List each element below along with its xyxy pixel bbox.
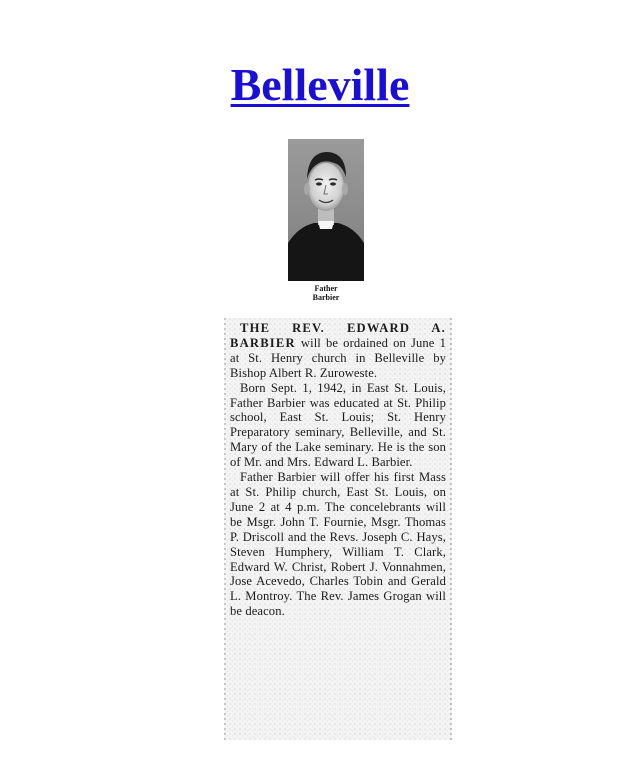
page-title xyxy=(0,58,640,111)
caption-line-2: Barbier xyxy=(312,293,340,302)
article-paragraph-1 xyxy=(230,321,446,381)
photo-caption xyxy=(288,284,364,302)
article-paragraph-1-text: will be ordained on June 1 at St. Henry church in Belleville by Bishop Albert R. Zuroweste. xyxy=(230,335,446,380)
newspaper-clipping xyxy=(224,318,452,740)
portrait-image xyxy=(288,139,364,281)
article-body xyxy=(230,321,446,619)
article-paragraph-2: Born Sept. 1, 1942, in East St. Louis, Father Barbier was educated at St. Philip school, East St. Louis; St. Henry Preparatory seminary, Belleville, and St. Mary of the Lake seminary. He is the son of Mr. and Mrs. Edward L. Barbier. xyxy=(230,380,446,470)
article-paragraph-3: Father Barbier will offer his first Mass at St. Philip church, East St. Louis, on June 2 at 4 p.m. The concelebrants will be Msgr. John T. Fournie, Msgr. Thomas P. Driscoll and the Revs. Joseph C. Hays, Steven Humphery, William T. Clark, Edward W. Christ, Robert J. Vonnahmen, Jose Acevedo, Charles Tobin and Gerald L. Montroy. The Rev. James Grogan will be deacon. xyxy=(230,470,446,619)
portrait-photo xyxy=(288,139,364,281)
belleville-link[interactable]: Belleville xyxy=(230,59,410,110)
caption-line-1: Father xyxy=(314,284,338,293)
article-lead: THE REV. EDWARD A. BARBIER xyxy=(230,321,446,350)
